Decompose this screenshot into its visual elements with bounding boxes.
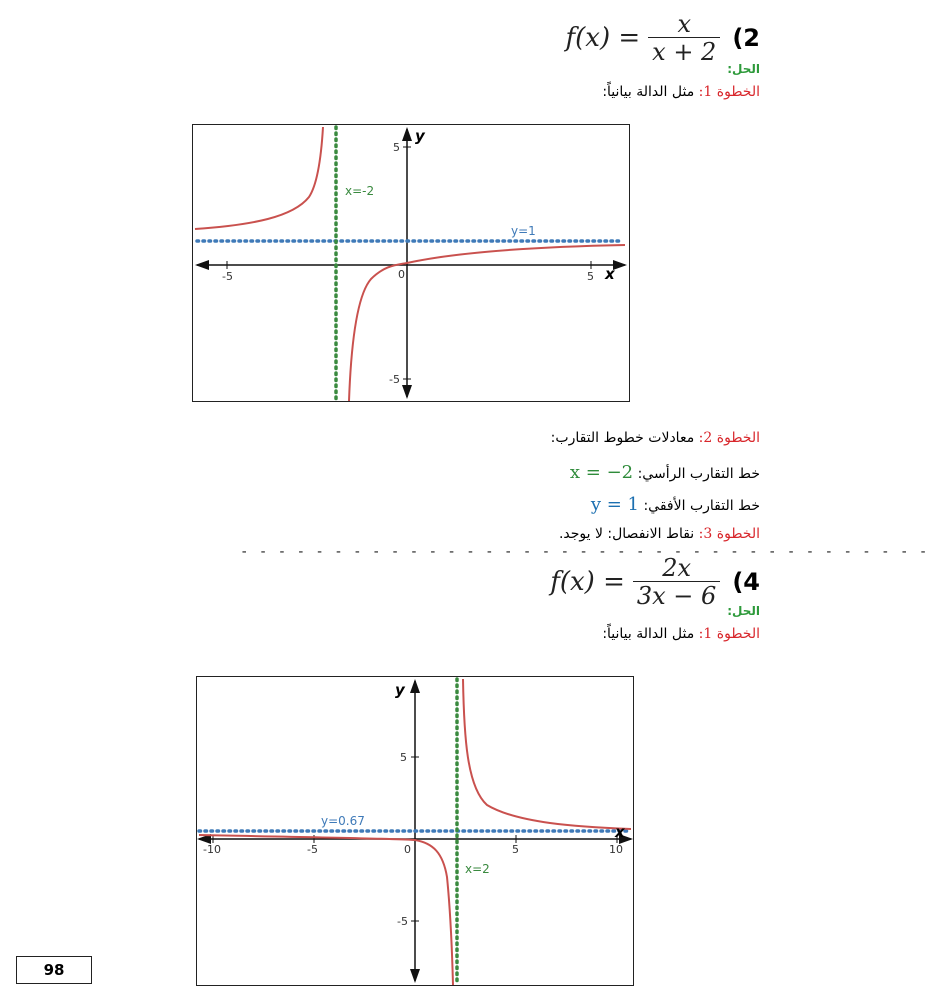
tick-label-y-neg: -5	[397, 915, 408, 928]
fraction	[633, 556, 720, 608]
horizontal-asymptote-equation: y = 1	[590, 494, 639, 515]
step-number: 2:	[698, 430, 713, 446]
step-number: 3:	[698, 526, 713, 542]
tick-label-x-m5: -5	[307, 843, 318, 856]
step-text: مثل الدالة بيانياً:	[602, 84, 695, 100]
tick-label-y-pos: 5	[393, 141, 400, 154]
step-2-line	[551, 430, 760, 446]
y-axis-label: y	[415, 127, 425, 145]
y-axis-arrow-down	[410, 969, 420, 983]
problem-number: (4	[732, 568, 760, 596]
step-text: مثل الدالة بيانياً:	[602, 626, 695, 642]
x-axis-arrow-left	[195, 260, 209, 270]
solution-label: الحل:	[727, 62, 760, 76]
step-number: 1:	[698, 626, 713, 642]
step-3-line	[559, 526, 760, 542]
step-text: نقاط الانفصال: لا يوجد.	[558, 526, 695, 542]
fraction-denominator: x + 2	[648, 37, 720, 64]
horizontal-asymptote-label: y=0.67	[321, 814, 365, 828]
horizontal-asymptote-text: خط التقارب الأفقي:	[643, 498, 760, 514]
tick-label-x-pos: 5	[587, 270, 594, 283]
problem-4-formula	[550, 556, 760, 608]
vertical-asymptote-label: x=-2	[345, 184, 375, 198]
fraction-numerator: x	[677, 10, 692, 38]
graph-problem-2	[192, 124, 630, 402]
formula-lhs: f(x) =	[565, 23, 641, 53]
horizontal-asymptote-line	[591, 494, 760, 515]
step-label: الخطوة	[716, 526, 760, 542]
tick-label-y-pos: 5	[400, 751, 407, 764]
tick-label-x-neg: -5	[222, 270, 233, 283]
tick-label-x-p10: 10	[609, 843, 623, 856]
tick-label-origin: 0	[404, 843, 411, 856]
fraction-numerator: 2x	[662, 554, 691, 582]
problem-number: (2	[732, 24, 760, 52]
y-axis-arrow-up	[402, 127, 412, 141]
tick-label-origin: 0	[398, 268, 405, 281]
step-1-line	[602, 84, 760, 100]
x-axis-label: x	[605, 265, 615, 283]
y-axis-arrow-up	[410, 679, 420, 693]
x-axis-arrow-right	[613, 260, 627, 270]
curve-right-branch	[463, 679, 631, 829]
graph-2-svg	[197, 677, 633, 985]
step-label: الخطوة	[716, 84, 760, 100]
y-axis-arrow-down	[402, 385, 412, 399]
tick-label-x-p5: 5	[512, 843, 519, 856]
vertical-asymptote-text: خط التقارب الرأسي:	[637, 466, 760, 482]
fraction	[648, 12, 720, 64]
y-axis-label: y	[395, 681, 405, 699]
fraction-denominator: 3x − 6	[633, 581, 720, 608]
page-number-box	[16, 956, 92, 984]
step-1-line	[602, 626, 760, 642]
step-text: معادلات خطوط التقارب:	[550, 430, 695, 446]
step-number: 1:	[698, 84, 713, 100]
tick-label-y-neg: -5	[389, 373, 400, 386]
tick-label-x-m10: -10	[203, 843, 221, 856]
step-label: الخطوة	[716, 626, 760, 642]
vertical-asymptote-label: x=2	[465, 862, 490, 876]
graph-1-svg	[193, 125, 629, 401]
curve-left-branch	[195, 127, 323, 229]
page-number: 98	[43, 961, 65, 979]
horizontal-asymptote-label: y=1	[511, 224, 536, 238]
section-separator: - - - - - - - - - - - - - - - - - - - - - - - - - - - - - - - - - - - - -	[240, 544, 928, 560]
step-label: الخطوة	[716, 430, 760, 446]
formula-lhs: f(x) =	[550, 567, 625, 597]
problem-2-formula	[566, 12, 760, 64]
x-axis-label: x	[615, 823, 625, 841]
vertical-asymptote-equation: x = −2	[569, 462, 634, 483]
graph-problem-4	[196, 676, 634, 986]
vertical-asymptote-line	[570, 462, 760, 483]
solution-label: الحل:	[727, 604, 760, 618]
